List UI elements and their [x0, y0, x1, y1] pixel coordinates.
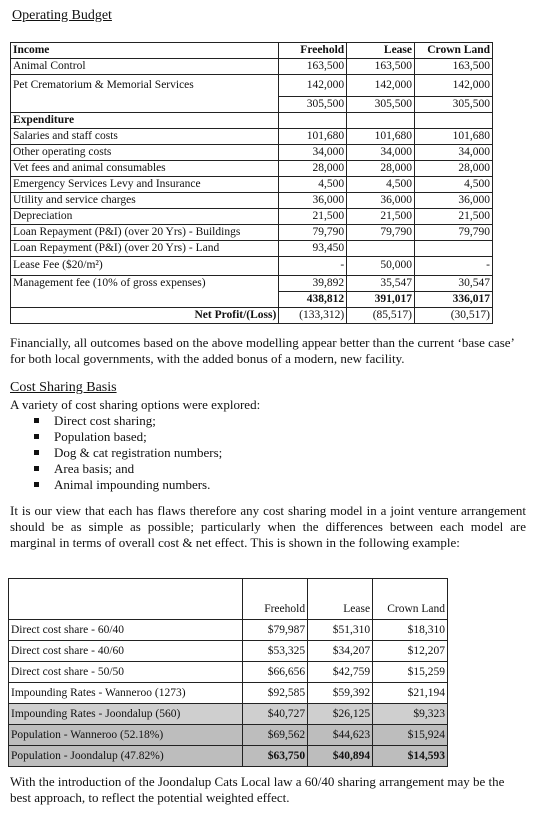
cell: $79,987	[242, 620, 308, 641]
blank-cell	[279, 112, 347, 128]
option-text: Population based;	[54, 429, 147, 444]
cell: 79,790	[415, 224, 493, 240]
net-profit-value: (133,312)	[279, 307, 347, 323]
paragraph-financial-outcomes: Financially, all outcomes based on the above modelling appear better than the current ‘base case’ for both local governments, with the added bonus of a modern, new facility.	[10, 335, 514, 366]
cell: 21,500	[415, 208, 493, 224]
budget-header-row	[11, 43, 493, 59]
cell: 101,680	[415, 128, 493, 144]
cell: 34,000	[415, 144, 493, 160]
expenditure-total: 391,017	[347, 291, 415, 307]
cell: 28,000	[347, 160, 415, 176]
option-text: Dog & cat registration numbers;	[54, 445, 223, 460]
cell: -	[415, 256, 493, 275]
cost-sharing-intro: A variety of cost sharing options were explored:	[10, 397, 261, 412]
cell: 36,000	[415, 192, 493, 208]
income-row	[11, 75, 493, 97]
cell: $18,310	[373, 620, 448, 641]
bullet-icon	[34, 482, 39, 487]
blank-cell	[415, 112, 493, 128]
cell: 39,892	[279, 275, 347, 291]
cost-sharing-heading: Cost Sharing Basis	[10, 380, 117, 395]
cell: 30,547	[415, 275, 493, 291]
income-total: 305,500	[452, 97, 490, 110]
expenditure-row	[11, 224, 493, 240]
col-lease: Lease	[347, 43, 415, 59]
cell: $34,207	[308, 641, 373, 662]
paragraph-recommendation: With the introduction of the Joondalup Cats Local law a 60/40 sharing arrangement may be the best approach, to reflect the potential weighted effect.	[10, 774, 505, 805]
cell: 79,790	[347, 224, 415, 240]
option-text: Direct cost sharing;	[54, 413, 156, 428]
table-row	[9, 725, 448, 746]
cell: 28,000	[415, 160, 493, 176]
cell: $66,656	[242, 662, 308, 683]
expenditure-row	[11, 176, 493, 192]
cell: $51,310	[308, 620, 373, 641]
cell: $69,562	[242, 725, 308, 746]
bullet-icon	[34, 450, 39, 455]
col-lease: Lease	[308, 579, 373, 620]
list-item	[14, 429, 222, 445]
bullet-icon	[34, 418, 39, 423]
cell: $44,623	[308, 725, 373, 746]
row-label: Other operating costs	[11, 144, 279, 160]
col-crown-land: Crown Land	[427, 44, 490, 56]
row-label: Direct cost share - 60/40	[9, 620, 243, 641]
cell: 28,000	[279, 160, 347, 176]
operating-budget-heading: Operating Budget	[12, 8, 112, 23]
blank-cell	[9, 579, 243, 620]
row-label: Salaries and staff costs	[11, 128, 279, 144]
cell: 4,500	[347, 176, 415, 192]
net-profit-value: (30,517)	[415, 307, 493, 323]
expenditure-label: Expenditure	[11, 112, 279, 128]
expenditure-row	[11, 208, 493, 224]
cell: $53,325	[242, 641, 308, 662]
income-total: 305,500	[347, 96, 415, 112]
row-label: Pet Crematorium & Memorial Services	[11, 75, 279, 97]
row-label: Impounding Rates - Joondalup (560)	[9, 704, 243, 725]
row-label: Loan Repayment (P&I) (over 20 Yrs) - Land	[11, 240, 279, 256]
table-row	[9, 683, 448, 704]
list-item	[14, 413, 222, 429]
col-crown-land: Crown Land	[373, 579, 448, 620]
cell: 79,790	[279, 224, 347, 240]
cell: $15,924	[373, 725, 448, 746]
row-label: Depreciation	[11, 208, 279, 224]
row-label: Lease Fee ($20/m²)	[11, 256, 279, 275]
option-text: Area basis; and	[54, 461, 135, 476]
income-label: Income	[11, 43, 279, 59]
expenditure-total: 336,017	[452, 292, 490, 305]
cost-sharing-options-list	[14, 413, 222, 493]
expenditure-row	[11, 240, 493, 256]
expenditure-row	[11, 160, 493, 176]
paragraph-cost-sharing-view: It is our view that each has flaws therefore any cost sharing model in a joint venture arrangement should be as simple as possible; particularly when the differences between each model are marginal in terms of overall cost & net effect. This is shown in the following example:	[10, 503, 526, 550]
cell: $40,894	[308, 746, 373, 767]
expenditure-row	[11, 192, 493, 208]
cell: $12,207	[373, 641, 448, 662]
cell: 4,500	[279, 176, 347, 192]
cell: 21,500	[347, 208, 415, 224]
col-freehold: Freehold	[242, 579, 308, 620]
cell: 21,500	[279, 208, 347, 224]
row-label: Emergency Services Levy and Insurance	[11, 176, 279, 192]
expenditure-total: 438,812	[279, 291, 347, 307]
expenditure-row	[11, 256, 493, 275]
expenditure-total-row	[11, 291, 493, 307]
cell: 163,500	[347, 59, 415, 75]
row-label: Direct cost share - 40/60	[9, 641, 243, 662]
cell: 163,500	[415, 59, 493, 75]
cell: 4,500	[415, 176, 493, 192]
cell	[347, 240, 415, 256]
row-label: Population - Wanneroo (52.18%)	[9, 725, 243, 746]
list-item	[14, 477, 222, 493]
table-row	[9, 641, 448, 662]
cell: $21,194	[373, 683, 448, 704]
bullet-icon	[34, 466, 39, 471]
cell: 34,000	[347, 144, 415, 160]
table-row	[9, 620, 448, 641]
blank-cell	[11, 291, 279, 307]
cell: $15,259	[373, 662, 448, 683]
cell: 142,000	[347, 75, 415, 97]
income-total: 305,500	[279, 96, 347, 112]
expenditure-row	[11, 144, 493, 160]
cell: $9,323	[373, 704, 448, 725]
row-label: Direct cost share - 50/50	[9, 662, 243, 683]
cell: 101,680	[347, 128, 415, 144]
cell: 93,450	[279, 240, 347, 256]
row-label: Vet fees and animal consumables	[11, 160, 279, 176]
cell	[415, 240, 493, 256]
list-item	[14, 461, 222, 477]
row-label: Population - Joondalup (47.82%)	[9, 746, 243, 767]
cell: 142,000	[279, 75, 347, 97]
cell: $14,593	[373, 746, 448, 767]
net-profit-row	[11, 307, 493, 323]
blank-cell	[11, 96, 279, 112]
table-row	[9, 746, 448, 767]
cell: 35,547	[347, 275, 415, 291]
cell: 50,000	[347, 256, 415, 275]
cell: 34,000	[279, 144, 347, 160]
operating-budget-table	[10, 42, 493, 324]
income-total-row	[11, 96, 493, 112]
cell: 36,000	[347, 192, 415, 208]
expenditure-row	[11, 275, 493, 291]
cell: $92,585	[242, 683, 308, 704]
row-label: Management fee (10% of gross expenses)	[11, 275, 279, 291]
row-label: Impounding Rates - Wanneroo (1273)	[9, 683, 243, 704]
cost-share-table	[8, 578, 448, 767]
cell: $63,750	[242, 746, 308, 767]
cell: 101,680	[279, 128, 347, 144]
row-label: Loan Repayment (P&I) (over 20 Yrs) - Buildings	[11, 224, 279, 240]
net-profit-value: (85,517)	[347, 307, 415, 323]
table-row	[9, 662, 448, 683]
cell: $26,125	[308, 704, 373, 725]
cost-share-header-row	[9, 579, 448, 620]
cell: $40,727	[242, 704, 308, 725]
expenditure-row	[11, 128, 493, 144]
row-label: Animal Control	[11, 59, 279, 75]
cell: 36,000	[279, 192, 347, 208]
list-item	[14, 445, 222, 461]
blank-cell	[347, 112, 415, 128]
row-label: Utility and service charges	[11, 192, 279, 208]
expenditure-header-row	[11, 112, 493, 128]
cell: 142,000	[415, 75, 493, 97]
table-row	[9, 704, 448, 725]
cell: -	[279, 256, 347, 275]
cell: $59,392	[308, 683, 373, 704]
bullet-icon	[34, 434, 39, 439]
cell: 163,500	[279, 59, 347, 75]
income-row	[11, 59, 493, 75]
cell: $42,759	[308, 662, 373, 683]
col-freehold: Freehold	[279, 43, 347, 59]
option-text: Animal impounding numbers.	[54, 477, 211, 492]
net-profit-label: Net Profit/(Loss)	[11, 307, 279, 323]
